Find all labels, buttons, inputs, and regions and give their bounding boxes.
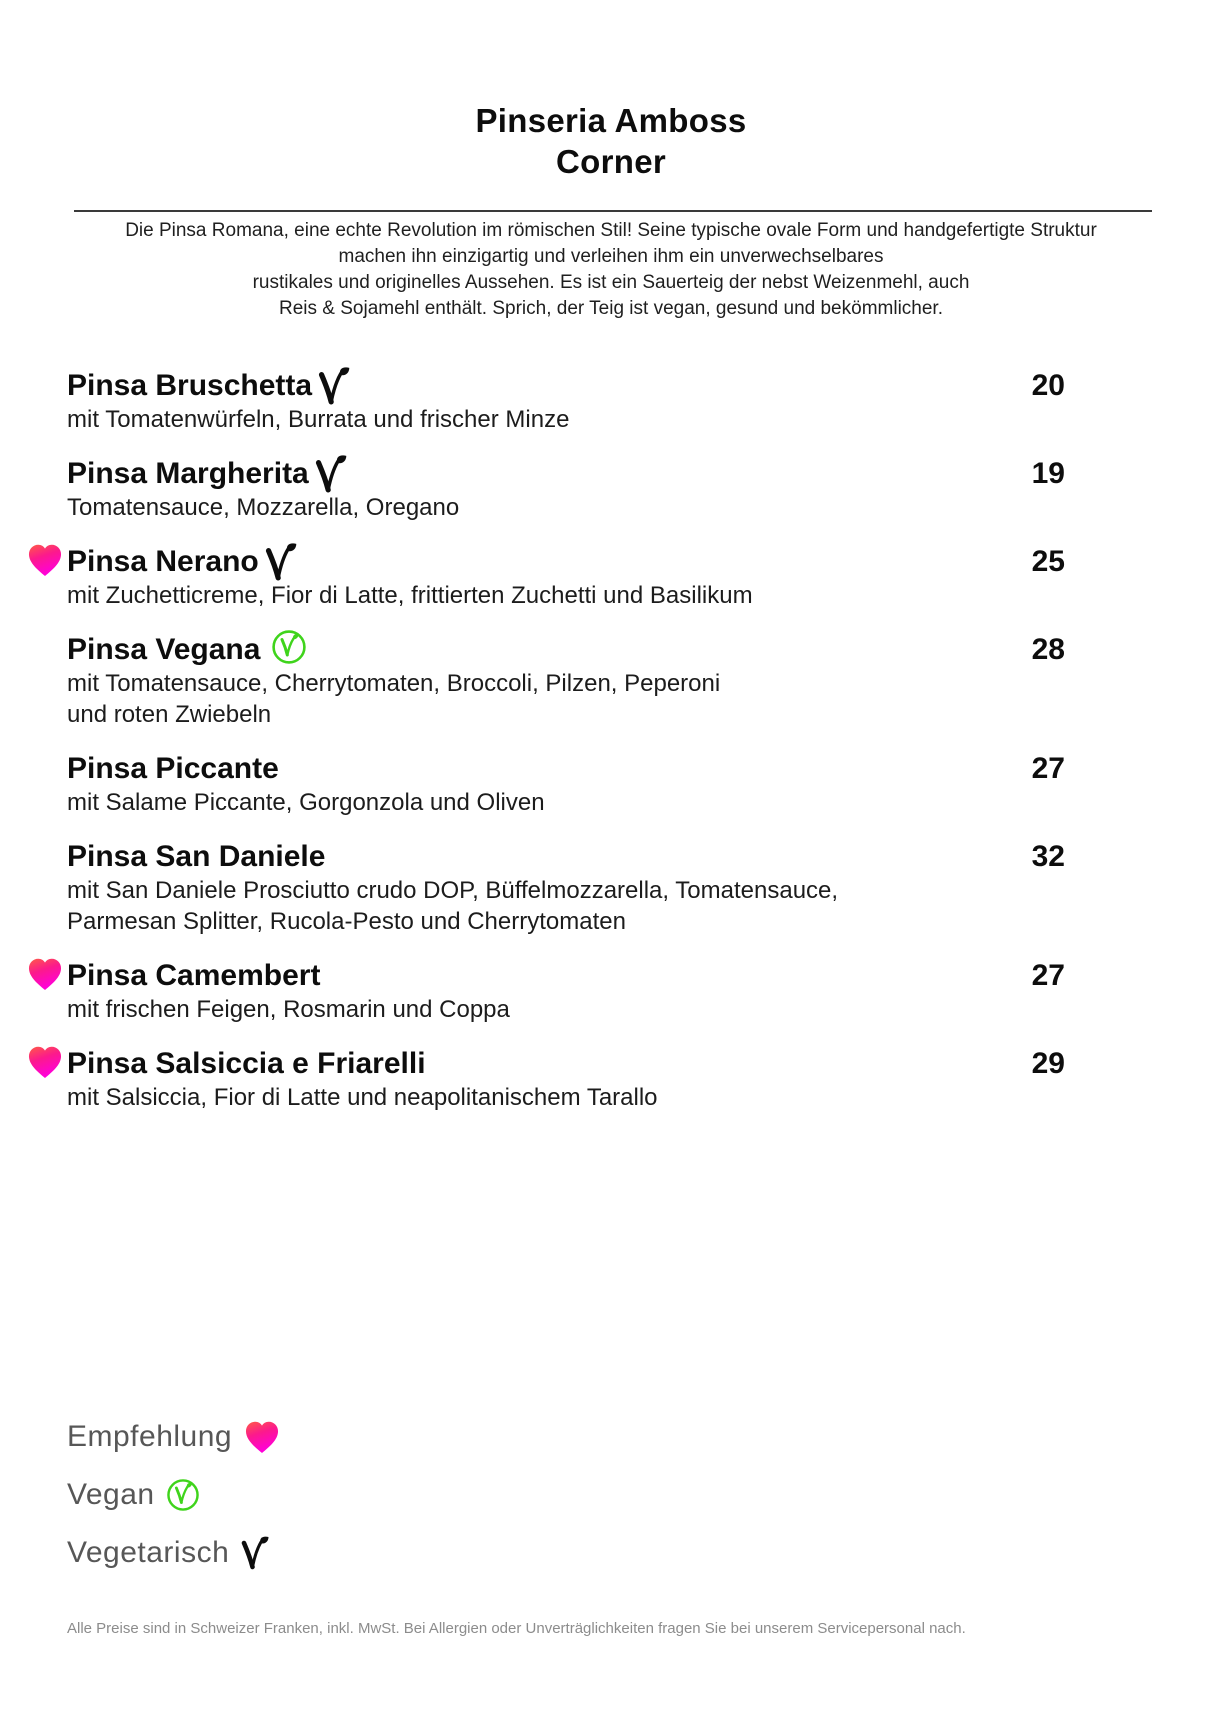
footer-note: Alle Preise sind in Schweizer Franken, inkl. MwSt. Bei Allergien oder Unverträglichkeiten fragen Sie bei unserem Servicepersonal nach. (67, 1620, 966, 1637)
menu-item-name: Pinsa Bruschetta (67, 369, 313, 402)
menu-item-row (67, 751, 1065, 787)
legend-vegetarian-label: Vegetarisch (67, 1536, 230, 1569)
intro-text (0, 218, 1222, 322)
menu-list (67, 368, 1065, 1113)
item-description (67, 787, 1065, 818)
item-description-line: Tomatensauce, Mozzarella, Oregano (67, 494, 460, 521)
menu-item-name-wrap (67, 751, 279, 787)
menu-item-row (67, 839, 1065, 875)
item-description (67, 668, 1065, 730)
menu-item-name-wrap (67, 456, 348, 492)
vegan-icon (166, 1478, 200, 1512)
item-description-line: mit Salsiccia, Fior di Latte und neapolitanischem Tarallo (67, 1084, 658, 1111)
menu-item (67, 751, 1065, 818)
menu-item-row (67, 632, 1065, 668)
menu-item-price: 28 (1031, 633, 1065, 666)
menu-item-name: Pinsa Nerano (67, 545, 259, 578)
menu-item-name: Pinsa Camembert (67, 959, 321, 992)
menu-item-price: 27 (1031, 752, 1065, 785)
item-description-line: Parmesan Splitter, Rucola-Pesto und Cherrytomaten (67, 908, 626, 935)
recommended-heart-icon (243, 1419, 281, 1455)
item-description (67, 492, 1065, 523)
menu-item-price: 29 (1031, 1047, 1065, 1080)
recommended-heart-icon (26, 1043, 64, 1081)
item-description (67, 404, 1065, 435)
item-description (67, 580, 1065, 611)
intro-line: rustikales und originelles Aussehen. Es ist ein Sauerteig der nebst Weizenmehl, auch (252, 272, 970, 293)
recommended-heart-icon (26, 541, 64, 579)
menu-item-name: Pinsa Vegana (67, 633, 261, 666)
menu-item-name-wrap (67, 544, 298, 580)
menu-item (67, 632, 1065, 730)
item-description (67, 875, 1065, 937)
menu-item (67, 1046, 1065, 1113)
legend-row-recommendation (67, 1408, 281, 1466)
item-description-line: und roten Zwiebeln (67, 701, 272, 728)
legend-row-vegan (67, 1466, 281, 1524)
legend-row-vegetarian (67, 1524, 281, 1582)
intro-line: Die Pinsa Romana, eine echte Revolution im römischen Stil! Seine typische ovale Form und handgefertigte Struktur (125, 220, 1097, 241)
vegetarian-icon (317, 368, 351, 404)
menu-item (67, 544, 1065, 611)
menu-item-name: Pinsa San Daniele (67, 840, 326, 873)
vegetarian-icon (264, 544, 298, 580)
menu-item-name: Pinsa Salsiccia e Friarelli (67, 1047, 426, 1080)
menu-item-name-wrap (67, 958, 320, 994)
legend-recommendation-label: Empfehlung (67, 1420, 233, 1453)
page-title-line2: Corner (556, 143, 666, 180)
menu-item-row (67, 456, 1065, 492)
menu-item-row (67, 544, 1065, 580)
item-description-line: mit Zuchetticreme, Fior di Latte, frittierten Zuchetti und Basilikum (67, 582, 753, 609)
item-description (67, 1082, 1065, 1113)
menu-item (67, 456, 1065, 523)
menu-item (67, 368, 1065, 435)
legend-vegan-label: Vegan (67, 1478, 155, 1511)
menu-item-row (67, 1046, 1065, 1082)
item-description-line: mit frischen Feigen, Rosmarin und Coppa (67, 996, 510, 1023)
item-description-line: mit Tomatenwürfeln, Burrata und frischer Minze (67, 406, 570, 433)
menu-item-name: Pinsa Piccante (67, 752, 279, 785)
menu-item-price: 20 (1031, 369, 1065, 402)
menu-item (67, 958, 1065, 1025)
menu-item-row (67, 368, 1065, 404)
page-title-line1: Pinseria Amboss (475, 102, 747, 139)
menu-item (67, 839, 1065, 937)
menu-item-name-wrap (67, 1046, 426, 1082)
menu-item-name-wrap (67, 839, 325, 875)
menu-item-name-wrap (67, 368, 351, 404)
menu-item-price: 32 (1031, 840, 1065, 873)
menu-item-name: Pinsa Margherita (67, 457, 309, 490)
vegetarian-icon (240, 1534, 270, 1572)
item-description-line: mit San Daniele Prosciutto crudo DOP, Büffelmozzarella, Tomatensauce, (67, 877, 839, 904)
vegetarian-icon (314, 456, 348, 492)
item-description-line: mit Salame Piccante, Gorgonzola und Oliven (67, 789, 545, 816)
menu-item-row (67, 958, 1065, 994)
recommended-heart-icon (26, 955, 64, 993)
header-divider (74, 210, 1152, 212)
menu-item-name-wrap (67, 632, 307, 668)
item-description (67, 994, 1065, 1025)
page-title (0, 0, 1222, 182)
intro-line: Reis & Sojamehl enthält. Sprich, der Teig ist vegan, gesund und bekömmlicher. (279, 298, 943, 319)
menu-item-price: 25 (1031, 545, 1065, 578)
item-description-line: mit Tomatensauce, Cherrytomaten, Broccoli, Pilzen, Peperoni (67, 670, 721, 697)
vegan-icon (271, 632, 307, 668)
legend (67, 1408, 281, 1582)
menu-item-price: 27 (1031, 959, 1065, 992)
menu-item-price: 19 (1031, 457, 1065, 490)
intro-line: machen ihn einzigartig und verleihen ihm ein unverwechselbares (338, 246, 884, 267)
